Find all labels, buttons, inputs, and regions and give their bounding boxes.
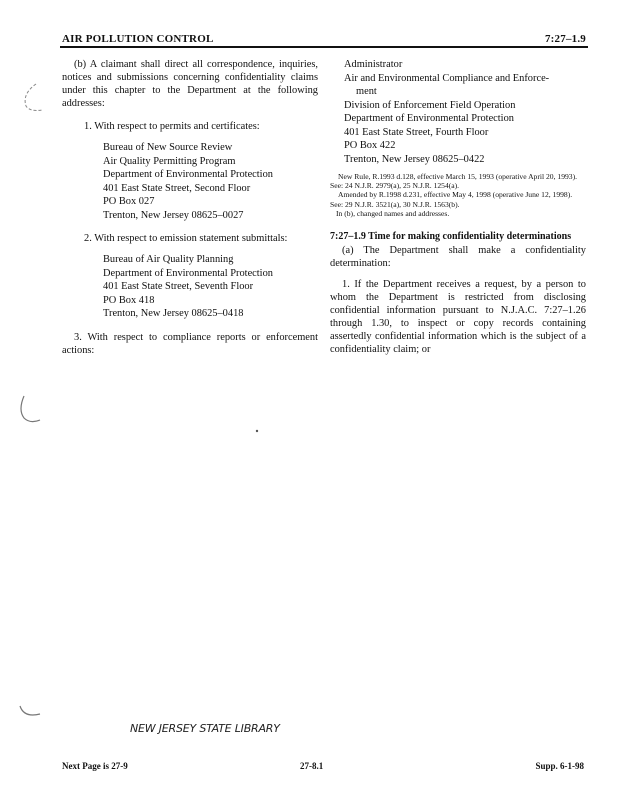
footer-page-number: 27-8.1 (300, 761, 324, 771)
left-column (62, 58, 318, 357)
paragraph-b: (b) A claimant shall direct all correspondence, inquiries, notices and submissions concerning confidentiality claims under this chapter to the Department at the following addresses: (62, 59, 318, 109)
address-line: Bureau of Air Quality Planning (103, 254, 234, 265)
scan-mark-icon (16, 80, 48, 114)
history-line: See: 29 N.J.R. 3521(a), 30 N.J.R. 1563(b). (330, 199, 460, 209)
address-line: Trenton, New Jersey 08625–0422 (344, 153, 485, 165)
address-line: ment (356, 86, 377, 97)
address-block-3 (344, 58, 586, 166)
address-line: 401 East State Street, Second Floor (103, 182, 251, 194)
history-line: Amended by R.1998 d.231, effective May 4, 1998 (operative June 12, 1998). (338, 190, 573, 200)
running-header-section: 7:27–1.9 (544, 33, 586, 45)
address-line: Air and Environmental Compliance and Enforce- (344, 72, 550, 84)
history-notes (330, 172, 586, 218)
address-line: Administrator (344, 59, 403, 70)
address-line: PO Box 027 (103, 196, 155, 207)
address-line: Trenton, New Jersey 08625–0418 (103, 308, 244, 319)
scan-mark-icon (14, 700, 44, 722)
footer-supplement: Supp. 6-1-98 (535, 761, 584, 771)
library-stamp: NEW JERSEY STATE LIBRARY (130, 722, 280, 735)
right-column (330, 58, 586, 356)
item-2-heading: 2. With respect to emission statement submittals: (84, 233, 288, 244)
paragraph-1: 1. If the Department receives a request, by a person to whom the Department is restricted from disclosing confidential information pursuant to N.J.A.C. 7:27–1.26 through 1.30, to inspect or copy records containing assertedly confidential information which is the subject of a confidentiality claim; or (330, 279, 586, 356)
address-block-2 (103, 253, 318, 321)
history-line: See: 24 N.J.R. 2979(a), 25 N.J.R. 1254(a). (330, 181, 460, 191)
address-line: Department of Environmental Protection (103, 169, 273, 180)
address-line: Department of Environmental Protection (344, 113, 514, 124)
running-header-title: AIR POLLUTION CONTROL (62, 33, 214, 45)
address-line: Trenton, New Jersey 08625–0027 (103, 209, 244, 221)
paragraph-a: (a) The Department shall make a confidentiality determination: (330, 245, 586, 270)
address-line: Air Quality Permitting Program (103, 155, 236, 167)
address-line: Bureau of New Source Review (103, 142, 233, 153)
section-heading: 7:27–1.9 Time for making confidentiality determinations (330, 231, 572, 243)
scan-mark-icon (14, 392, 44, 426)
history-line: In (b), changed names and addresses. (336, 208, 450, 218)
address-line: Department of Environmental Protection (103, 267, 273, 279)
history-line: New Rule, R.1993 d.128, effective March 15, 1993 (operative April 20, 1993). (338, 172, 578, 181)
address-line: PO Box 422 (344, 140, 396, 151)
address-line: 401 East State Street, Fourth Floor (344, 126, 489, 138)
item-1-heading: 1. With respect to permits and certificates: (84, 121, 260, 132)
address-line: Division of Enforcement Field Operation (344, 99, 516, 111)
speck-icon (254, 428, 260, 434)
header-rule (60, 46, 588, 48)
address-block-1 (103, 141, 318, 222)
address-line: 401 East State Street, Seventh Floor (103, 281, 254, 292)
item-3-heading: 3. With respect to compliance reports or enforcement actions: (62, 331, 318, 356)
address-line: PO Box 418 (103, 294, 155, 306)
footer-next-page: Next Page is 27-9 (62, 761, 128, 771)
